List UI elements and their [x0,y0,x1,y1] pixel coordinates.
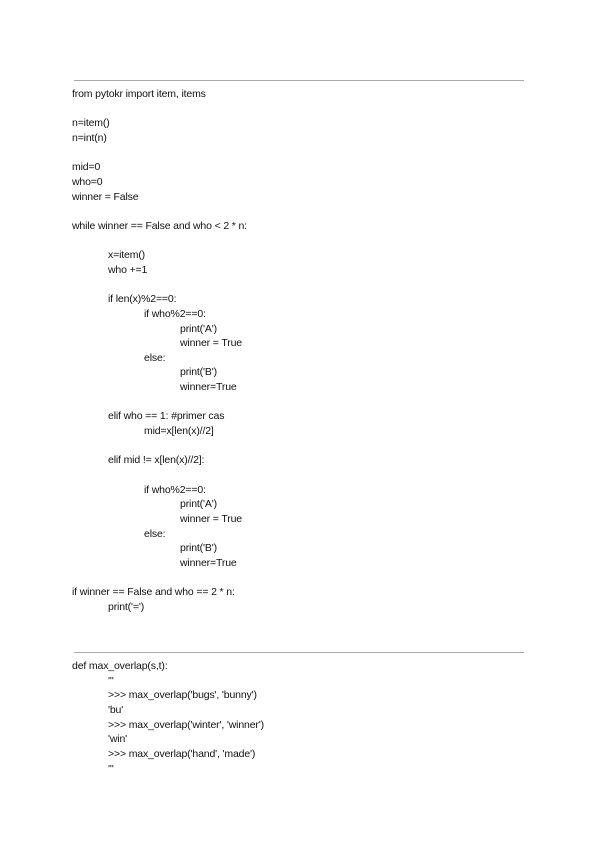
blank-line [72,102,542,117]
code-line: elif who == 1: #primer cas [108,410,225,423]
code-line: elif mid != x[len(x)//2]: [108,454,205,467]
section-divider-top [74,80,524,81]
code-line: winner = True [180,513,242,526]
code-line: x=item() [108,249,146,262]
code-line: winner=True [180,557,237,569]
code-line: n=item() [72,117,110,130]
code-line: who +=1 [108,263,148,276]
code-block-game [72,87,542,615]
code-line: if len(x)%2==0: [108,293,177,306]
code-line: print('=') [108,600,145,613]
code-line: if who%2==0: [144,307,206,320]
blank-line [72,571,542,586]
code-line: >>> max_overlap('winter', 'winner') [108,718,264,731]
code-line: winner = False [72,190,139,203]
blank-line [72,439,542,454]
code-line: ''' [108,674,114,687]
code-line: print('A') [180,498,217,511]
code-line: who=0 [72,175,103,188]
code-line: if who%2==0: [144,483,206,496]
code-line: from pytokr import item, items [72,88,206,100]
blank-line [72,395,542,410]
section-divider-middle [74,652,524,653]
code-line: n=int(n) [72,131,107,144]
blank-line [72,278,542,293]
code-line: if winner == False and who == 2 * n: [72,586,235,599]
code-line: 'win' [108,733,128,746]
code-line: mid=x[len(x)//2] [144,425,214,438]
code-line: winner=True [180,381,237,394]
code-line: print('B') [180,366,217,379]
blank-line [72,146,542,161]
code-line: ''' [108,762,114,775]
code-line: print('B') [180,542,217,555]
code-line: print('A') [180,322,217,335]
blank-line [72,204,542,219]
code-line: else: [144,351,166,364]
code-line: mid=0 [72,161,101,174]
code-line: while winner == False and who < 2 * n: [72,219,247,232]
code-line: winner = True [180,337,242,350]
code-line: >>> max_overlap('bugs', 'bunny') [108,689,257,702]
code-line: >>> max_overlap('hand', 'made') [108,747,256,760]
code-line: else: [144,527,166,540]
code-line: 'bu' [108,703,124,716]
code-line: def max_overlap(s,t): [72,660,168,672]
code-block-max-overlap [72,659,542,776]
blank-line [72,234,542,249]
blank-line [72,468,542,483]
